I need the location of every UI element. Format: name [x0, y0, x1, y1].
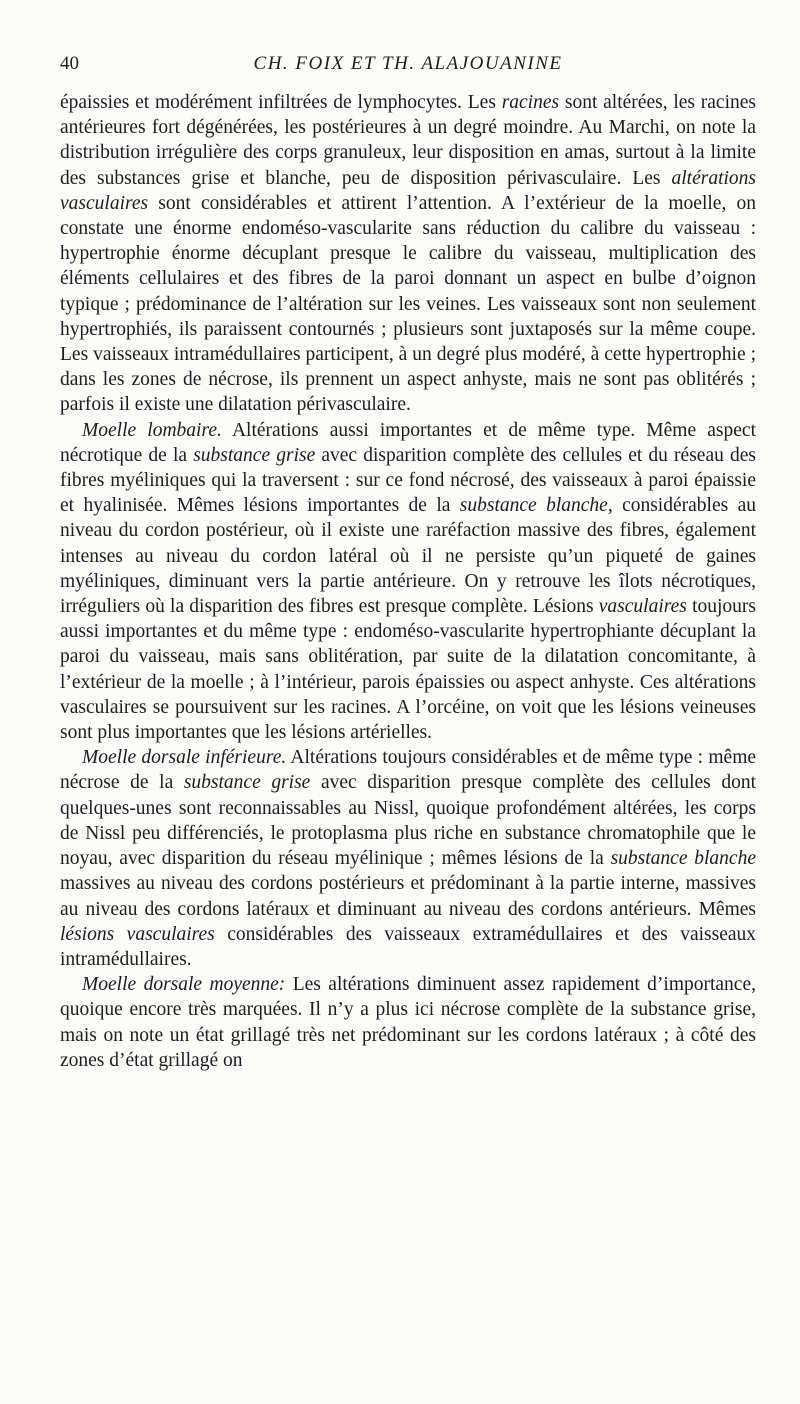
- text-run: considérables des vaisseaux extramédullaires et des vaisseaux intramédullaires.: [60, 923, 756, 970]
- italic-text-run: vasculaires: [598, 596, 687, 618]
- italic-text-run: substance grise: [183, 772, 311, 794]
- text-run: massives au niveau des cordons postérieurs et prédominant à la partie interne, massives au niveau des cordons latéraux et diminuant au niveau des cordons antérieurs. Mêmes: [60, 873, 756, 920]
- text-run: Altérations aussi importantes et de même type. Même aspect nécrotique de la: [60, 419, 756, 466]
- paragraph: [60, 972, 756, 1073]
- text-run: Les altérations diminuent assez rapidement d’importance, quoique encore très marquées. Il n’y a plus ici nécrose complète de la substance grise, mais on note un état grillagé très net prédominant sur les cordons latéraux ; à côté des zones d’état grillagé on: [60, 974, 756, 1071]
- text-run: sont considérables et attirent l’attention. A l’extérieur de la moelle, on constate une énorme endoméso-vascularite sans réduction du calibre du vaisseau : hypertrophie énorme décuplant presque le calibre du vaisseau, multiplication des éléments cellulaires et des fibres de la paroi donnant un aspect en bulbe d’oignon typique ; prédominance de l’altération sur les veines. Les vaisseaux sont non seulement hypertrophiés, ils paraissent contournés ; plusieurs sont juxtaposés sur la même coupe. Les vaisseaux intramédullaires participent, à un degré plus modéré, à cette hypertrophie ; dans les zones de nécrose, ils prennent un aspect anhyste, mais ne sont pas oblitérés ; parfois il existe une dilatation périvasculaire.: [60, 192, 756, 416]
- running-title: CH. FOIX ET TH. ALAJOUANINE: [253, 53, 563, 74]
- italic-text-run: Moelle dorsale inférieure.: [82, 747, 287, 769]
- paragraph: [60, 745, 756, 972]
- page-number: 40: [60, 53, 79, 74]
- running-header: [60, 52, 756, 82]
- paragraph: [60, 418, 756, 746]
- italic-text-run: racines: [501, 92, 560, 113]
- italic-text-run: altérations vasculaires: [60, 167, 756, 214]
- italic-text-run: substance blanche: [459, 495, 608, 517]
- text-run: , considérables au niveau du cordon postérieur, où il existe une raréfaction massive des fibres, également intenses au niveau du cordon latéral où il ne persiste qu’un piqueté de gaines myéliniques, diminuant vers la partie antérieure. On y retrouve les îlots nécrotiques, irréguliers où la disparition des fibres est presque complète. Lésions: [60, 495, 756, 618]
- paragraph: [60, 90, 756, 418]
- italic-text-run: Moelle lombaire.: [82, 419, 222, 441]
- body-text: [60, 90, 756, 1073]
- italic-text-run: lésions vasculaires: [60, 923, 215, 945]
- text-run: avec disparition presque complète des cellules dont quelques-unes sont reconnaissables au Nissl, quoique profondément altérées, les corps de Nissl peu différenciés, le protoplasma plus riche en substance chromatophile que le noyau, avec disparition du réseau myélinique ; mêmes lésions de la: [60, 772, 757, 870]
- text-run: sont altérées, les racines antérieures fort dégénérées, les postérieures à un degré moindre. Au Marchi, on note la distribution irrégulière des corps granuleux, leur disposition en amas, surtout à la limite des substances grise et blanche, peu de disposition périvasculaire. Les: [60, 92, 756, 189]
- italic-text-run: substance grise: [193, 444, 316, 466]
- text-run: avec disparition complète des cellules et du réseau des fibres myéliniques qui la traversent : sur ce fond nécrosé, des vaisseaux à paroi épaissie et hyalinisée. Mêmes lésions importantes de la: [60, 444, 756, 517]
- text-run: toujours aussi importantes et du même type : endoméso-vascularite hypertrophiante décuplant la paroi du vaisseau, mais sans oblitération, par suite de la dilatation concomitante, à l’extérieur de la moelle ; à l’intérieur, parois épaissies ou aspect anhyste. Ces altérations vasculaires se poursuivent sur les racines. A l’orcéine, on voit que les lésions veineuses sont plus importantes que les lésions artérielles.: [60, 596, 756, 744]
- italic-text-run: substance blanche: [610, 848, 756, 870]
- document-page: [60, 52, 756, 1073]
- italic-text-run: Moelle dorsale moyenne:: [82, 974, 286, 996]
- text-run: épaissies et modérément infiltrées de lymphocytes. Les: [60, 92, 502, 113]
- text-run: Altérations toujours considérables et de même type : même nécrose de la: [60, 747, 757, 794]
